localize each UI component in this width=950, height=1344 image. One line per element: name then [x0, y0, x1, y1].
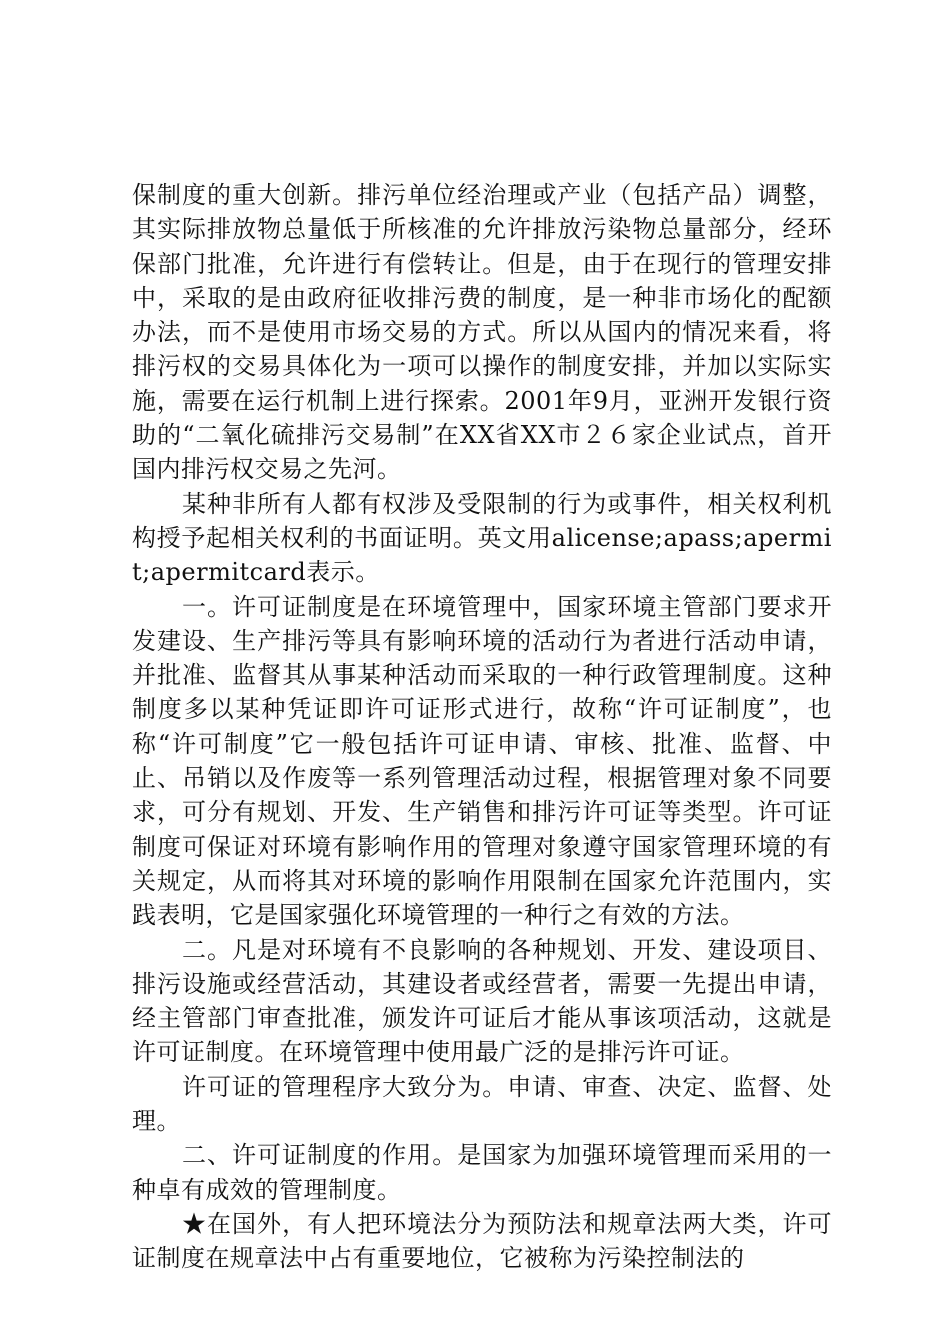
paragraph-5: 许可证的管理程序大致分为。申请、审查、决定、监督、处理。 — [132, 1072, 832, 1136]
paragraph-1: 保制度的重大创新。排污单位经治理或产业（包括产品）调整，其实际排放物总量低于所核准的允许排放污染物总量部分，经环保部门批准，允许进行有偿转让。但是，由于在现行的管理安排中，采取的是由政府征收排污费的制度，是一种非市场化的配额办法，而不是使用市场交易的方式。所以从国内的情况来看，将排污权的交易具体化为一项可以操作的制度安排，并加以实际实施，需要在运行机制上进行探索。2001年9月，亚洲开发银行资助的“二氧化硫排污交易制”在XX省XX市２６家企业试点，首开国内排污权交易之先河。 — [132, 181, 832, 484]
paragraph-4: 二。凡是对环境有不良影响的各种规划、开发、建设项目、排污设施或经营活动，其建设者或经营者，需要一先提出申请，经主管部门审查批准，颁发许可证后才能从事该项活动，这就是许可证制度。在环境管理中使用最广泛的是排污许可证。 — [132, 935, 832, 1067]
paragraph-2: 某种非所有人都有权涉及受限制的行为或事件，相关权利机构授予起相关权利的书面证明。英文用alicense;apass;apermit;apermitcard表示。 — [132, 489, 832, 587]
paragraph-7: ★在国外，有人把环境法分为预防法和规章法两大类，许可证制度在规章法中占有重要地位，它被称为污染控制法的 — [132, 1209, 832, 1273]
paragraph-3: 一。许可证制度是在环境管理中，国家环境主管部门要求开发建设、生产排污等具有影响环境的活动行为者进行活动申请，并批准、监督其从事某种活动而采取的一种行政管理制度。这种制度多以某种凭证即许可证形式进行，故称“许可证制度”，也称“许可制度”它一般包括许可证申请、审核、批准、监督、中止、吊销以及作废等一系列管理活动过程，根据管理对象不同要求，可分有规划、开发、生产销售和排污许可证等类型。许可证制度可保证对环境有影响作用的管理对象遵守国家管理环境的有关规定，从而将其对环境的影响作用限制在国家允许范围内，实践表明，它是国家强化环境管理的一种行之有效的方法。 — [132, 592, 832, 930]
paragraph-6: 二、许可证制度的作用。是国家为加强环境管理而采用的一种卓有成效的管理制度。 — [132, 1141, 832, 1204]
document-body — [132, 178, 832, 1276]
